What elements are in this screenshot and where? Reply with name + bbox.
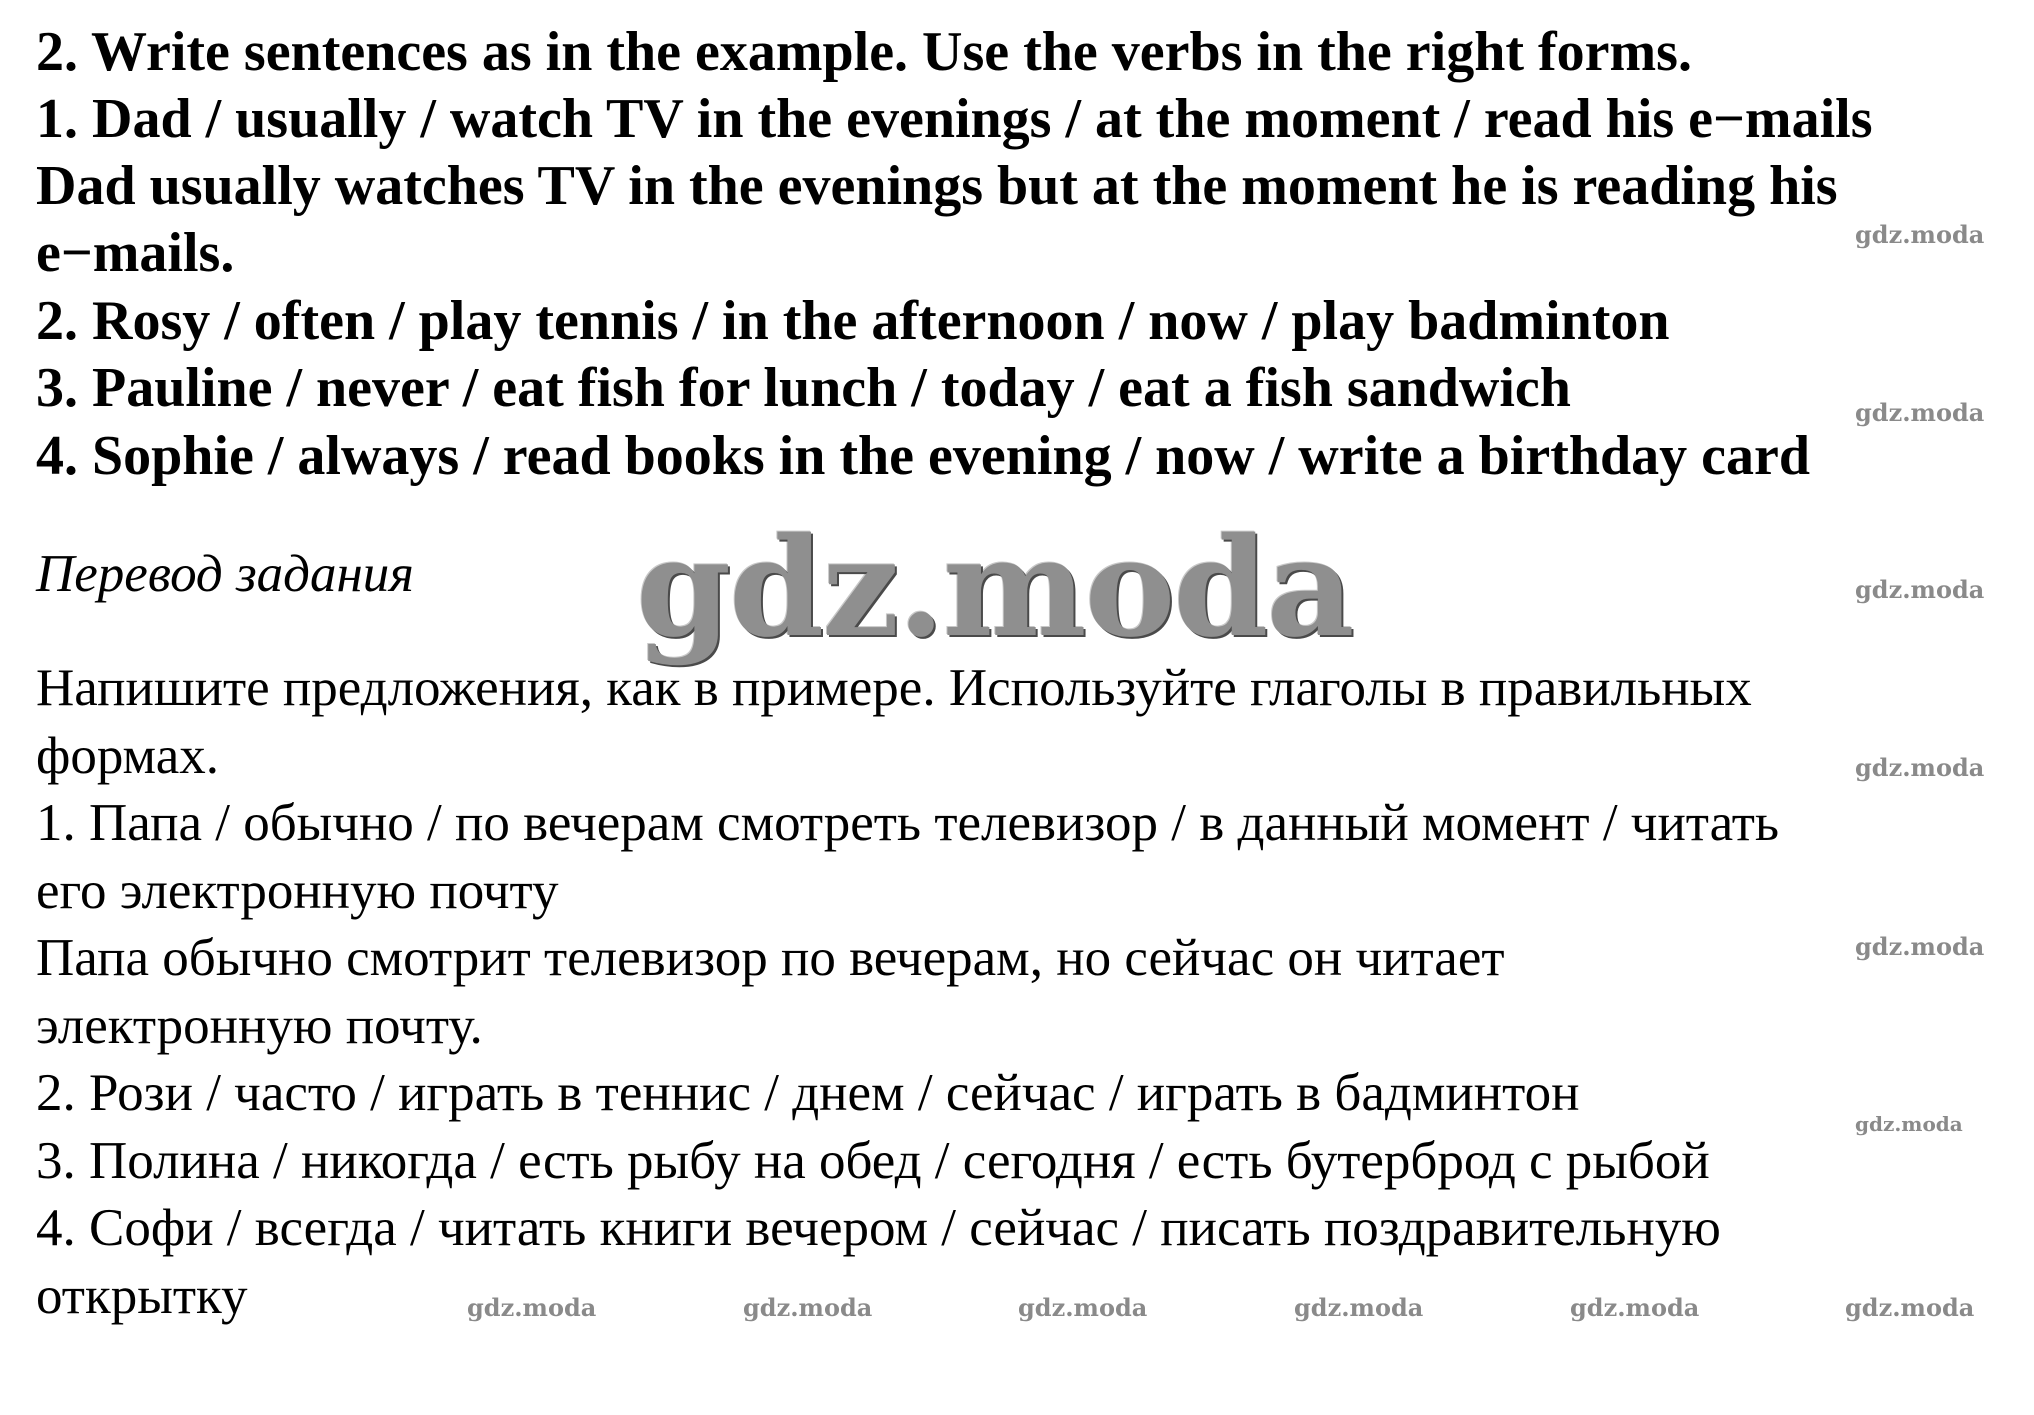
translation-label: Перевод задания: [36, 545, 414, 603]
translation-line: его электронную почту: [36, 862, 559, 920]
watermark-small: gdz.moda: [1294, 1293, 1424, 1322]
translation-line: Напишите предложения, как в примере. Используйте глаголы в правильных: [36, 659, 1752, 717]
watermark-small: gdz.moda: [1855, 932, 1985, 961]
translation-line: открытку: [36, 1267, 248, 1325]
translation-line: электронную почту.: [36, 997, 483, 1055]
translation-line: 3. Полина / никогда / есть рыбу на обед / сегодня / есть бутерброд с рыбой: [36, 1132, 1710, 1190]
watermark-small: gdz.moda: [1570, 1293, 1700, 1322]
watermark-small: gdz.moda: [1018, 1293, 1148, 1322]
exercise-line: 4. Sophie / always / read books in the evening / now / write a birthday card: [36, 425, 1811, 487]
exercise-heading: 2. Write sentences as in the example. Use the verbs in the right forms.: [36, 21, 1692, 83]
translation-line: 2. Рози / часто / играть в теннис / днем / сейчас / играть в бадминтон: [36, 1064, 1580, 1122]
watermark-small: gdz.moda: [1855, 575, 1985, 604]
watermark-small: gdz.moda: [467, 1293, 597, 1322]
exercise-line: 1. Dad / usually / watch TV in the evenings / at the moment / read his e−mails: [36, 88, 1873, 150]
translation-line: формах.: [36, 727, 219, 785]
watermark-small: gdz.moda: [1855, 220, 1985, 249]
exercise-line: Dad usually watches TV in the evenings but at the moment he is reading his: [36, 155, 1838, 217]
watermark-logo: gdz.moda: [636, 508, 1353, 668]
exercise-line: 2. Rosy / often / play tennis / in the afternoon / now / play badminton: [36, 290, 1670, 352]
translation-line: 1. Папа / обычно / по вечерам смотреть телевизор / в данный момент / читать: [36, 794, 1780, 852]
watermark-small: gdz.moda: [1855, 398, 1985, 427]
watermark-small: gdz.moda: [743, 1293, 873, 1322]
exercise-line: 3. Pauline / never / eat fish for lunch / today / eat a fish sandwich: [36, 357, 1571, 419]
watermark-small: gdz.moda: [1855, 753, 1985, 782]
watermark-small: gdz.moda: [1845, 1293, 1975, 1322]
translation-line: 4. Софи / всегда / читать книги вечером / сейчас / писать поздравительную: [36, 1199, 1721, 1257]
watermark-small: gdz.moda: [1855, 1112, 1963, 1136]
translation-line: Папа обычно смотрит телевизор по вечерам, но сейчас он читает: [36, 929, 1505, 987]
exercise-line: e−mails.: [36, 222, 235, 284]
